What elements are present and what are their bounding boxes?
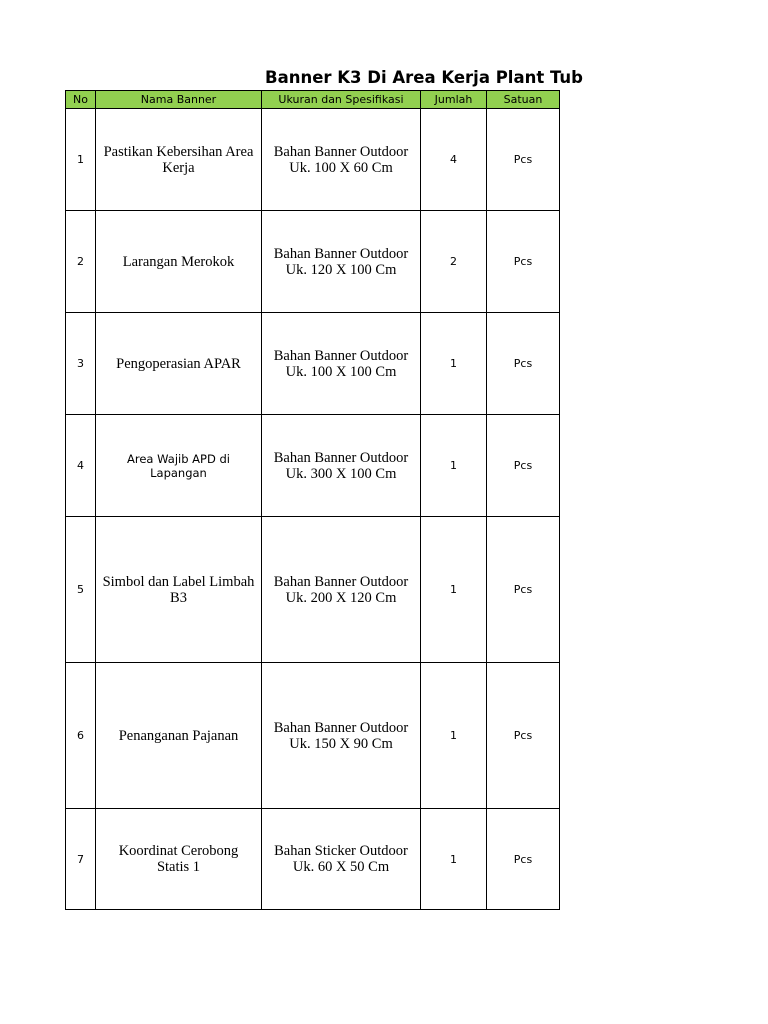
cell-name-line: Lapangan — [150, 465, 207, 480]
header-name: Nama Banner — [96, 91, 262, 109]
cell-spec — [262, 109, 421, 211]
cell-spec-line: Uk. 60 X 50 Cm — [292, 859, 390, 875]
cell-no: 2 — [66, 211, 96, 313]
cell-qty: 1 — [421, 313, 487, 415]
cell-spec-line: Uk. 200 X 120 Cm — [285, 589, 397, 606]
cell-spec — [262, 211, 421, 313]
header-unit: Satuan — [487, 91, 560, 109]
cell-unit: Pcs — [487, 109, 560, 211]
cell-unit: Pcs — [487, 211, 560, 313]
cell-name-line: Simbol dan Label Limbah — [102, 573, 255, 590]
cell-spec-line: Bahan Banner Outdoor — [273, 245, 409, 262]
table-row — [66, 809, 560, 910]
cell-no: 7 — [66, 809, 96, 910]
cell-spec — [262, 809, 421, 910]
header-row — [66, 91, 560, 109]
cell-spec — [262, 313, 421, 415]
table-row — [66, 109, 560, 211]
cell-name-line: Pastikan Kebersihan Area — [103, 143, 254, 160]
cell-spec-line: Uk. 300 X 100 Cm — [285, 465, 397, 482]
cell-spec — [262, 415, 421, 517]
cell-spec-line: Bahan Banner Outdoor — [273, 143, 409, 160]
cell-spec-line: Uk. 120 X 100 Cm — [285, 261, 397, 278]
cell-name-line: Koordinat Cerobong — [118, 843, 239, 859]
cell-unit: Pcs — [487, 313, 560, 415]
cell-name — [96, 517, 262, 663]
cell-name-line: Pengoperasian APAR — [116, 355, 241, 372]
cell-unit: Pcs — [487, 517, 560, 663]
table-row — [66, 415, 560, 517]
table-row — [66, 211, 560, 313]
cell-name-line: Area Wajib APD di — [127, 451, 230, 466]
table-row — [66, 517, 560, 663]
header-qty: Jumlah — [421, 91, 487, 109]
cell-no: 5 — [66, 517, 96, 663]
cell-no: 4 — [66, 415, 96, 517]
cell-qty: 1 — [421, 415, 487, 517]
cell-spec — [262, 663, 421, 809]
cell-name-line: Penanganan Pajanan — [118, 727, 239, 744]
cell-spec-line: Bahan Banner Outdoor — [273, 573, 409, 590]
header-spec: Ukuran dan Spesifikasi — [262, 91, 421, 109]
cell-no: 1 — [66, 109, 96, 211]
cell-name — [96, 663, 262, 809]
banner-table — [65, 90, 560, 910]
cell-spec-line: Uk. 100 X 60 Cm — [289, 159, 393, 176]
cell-name-line: Larangan Merokok — [122, 253, 235, 270]
cell-spec-line: Bahan Sticker Outdoor — [274, 843, 408, 859]
cell-name — [96, 109, 262, 211]
table-row — [66, 663, 560, 809]
cell-name — [96, 415, 262, 517]
cell-no: 6 — [66, 663, 96, 809]
cell-unit: Pcs — [487, 415, 560, 517]
cell-spec-line: Uk. 100 X 100 Cm — [285, 363, 397, 380]
cell-qty: 1 — [421, 663, 487, 809]
cell-name-line: Statis 1 — [156, 859, 201, 875]
cell-name — [96, 211, 262, 313]
table-row — [66, 313, 560, 415]
cell-spec-line: Bahan Banner Outdoor — [273, 347, 409, 364]
cell-qty: 1 — [421, 517, 487, 663]
cell-qty: 4 — [421, 109, 487, 211]
cell-name — [96, 313, 262, 415]
cell-spec-line: Bahan Banner Outdoor — [273, 719, 409, 736]
cell-spec-line: Uk. 150 X 90 Cm — [289, 735, 393, 752]
cell-qty: 2 — [421, 211, 487, 313]
header-no: No — [66, 91, 96, 109]
cell-name-line: Kerja — [162, 159, 195, 176]
cell-unit: Pcs — [487, 663, 560, 809]
cell-unit: Pcs — [487, 809, 560, 910]
page-title: Banner K3 Di Area Kerja Plant Tub — [265, 68, 583, 87]
cell-qty: 1 — [421, 809, 487, 910]
cell-spec — [262, 517, 421, 663]
cell-spec-line: Bahan Banner Outdoor — [273, 449, 409, 466]
cell-name — [96, 809, 262, 910]
cell-no: 3 — [66, 313, 96, 415]
cell-name-line: B3 — [170, 589, 187, 606]
